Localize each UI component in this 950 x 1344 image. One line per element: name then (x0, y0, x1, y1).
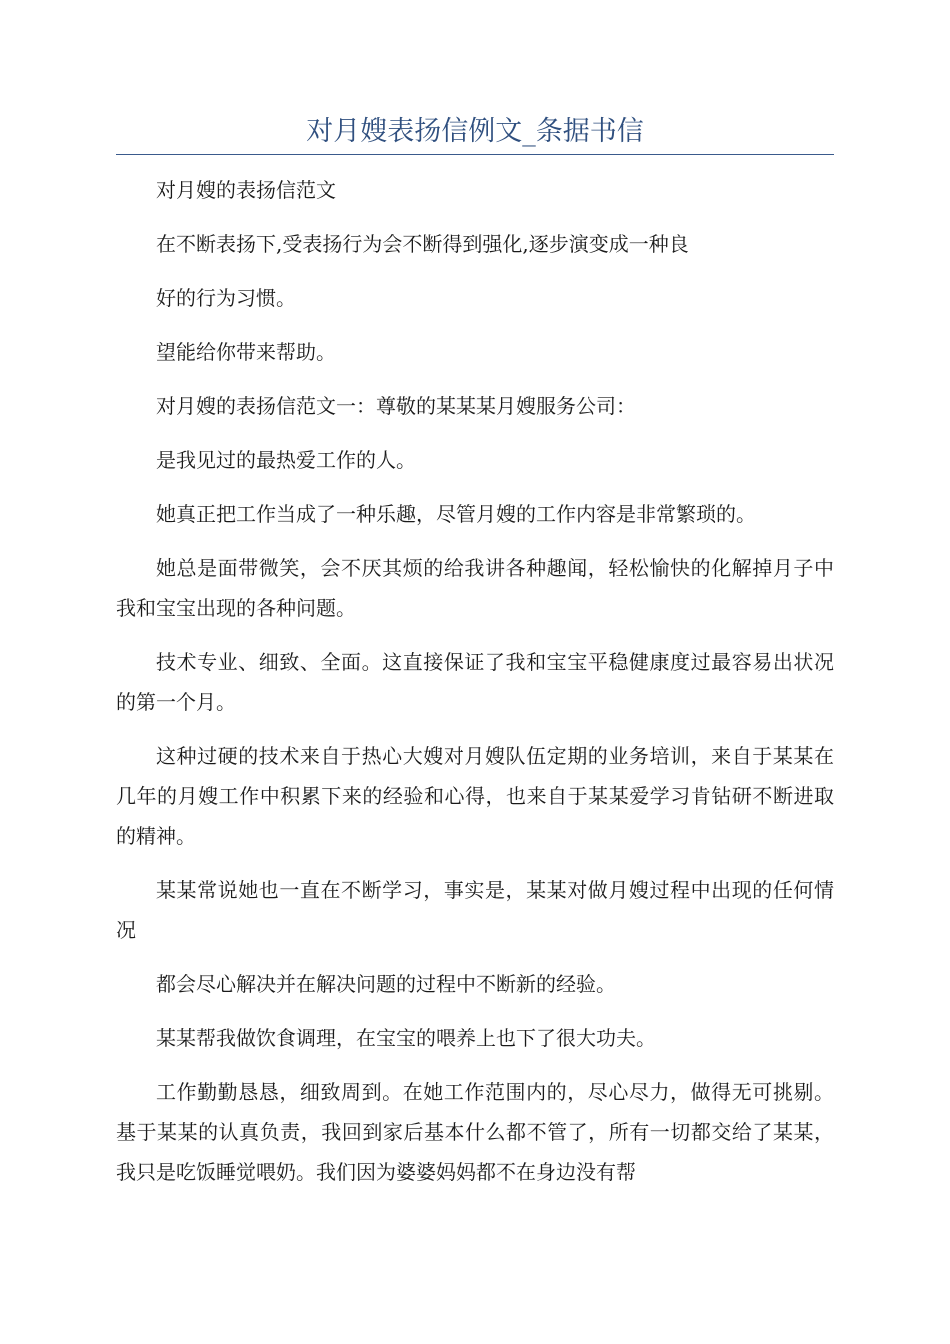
paragraph-2: 在不断表扬下,受表扬行为会不断得到强化,逐步演变成一种良 (156, 232, 689, 256)
paragraph-9: 技术专业、细致、全面。这直接保证了我和宝宝平稳健康度过最容易出状况的第一个月。 (116, 650, 834, 714)
paragraph-13: 某某帮我做饮食调理，在宝宝的喂养上也下了很大功夫。 (156, 1026, 656, 1050)
document-title: 对月嫂表扬信例文_条据书信 (116, 110, 834, 155)
paragraph-8: 她总是面带微笑，会不厌其烦的给我讲各种趣闻，轻松愉快的化解掉月子中我和宝宝出现的各种问题。 (116, 556, 834, 620)
paragraph-3: 好的行为习惯。 (156, 286, 296, 310)
paragraph-1: 对月嫂的表扬信范文 (156, 178, 336, 202)
document-body (116, 170, 834, 1206)
paragraph-12: 都会尽心解决并在解决问题的过程中不断新的经验。 (156, 972, 616, 996)
paragraph-5: 对月嫂的表扬信范文一：尊敬的某某某月嫂服务公司： (156, 394, 636, 418)
paragraph-11: 某某常说她也一直在不断学习，事实是，某某对做月嫂过程中出现的任何情况 (116, 878, 834, 942)
paragraph-14: 工作勤勤恳恳，细致周到。在她工作范围内的，尽心尽力，做得无可挑剔。基于某某的认真负责，我回到家后基本什么都不管了，所有一切都交给了某某，我只是吃饭睡觉喂奶。我们因为婆婆妈妈都不在身边没有帮 (116, 1080, 834, 1184)
paragraph-6: 是我见过的最热爱工作的人。 (156, 448, 416, 472)
paragraph-7: 她真正把工作当成了一种乐趣，尽管月嫂的工作内容是非常繁琐的。 (156, 502, 756, 526)
paragraph-4: 望能给你带来帮助。 (156, 340, 336, 364)
paragraph-10: 这种过硬的技术来自于热心大嫂对月嫂队伍定期的业务培训，来自于某某在几年的月嫂工作中积累下来的经验和心得，也来自于某某爱学习肯钻研不断进取的精神。 (116, 744, 834, 848)
